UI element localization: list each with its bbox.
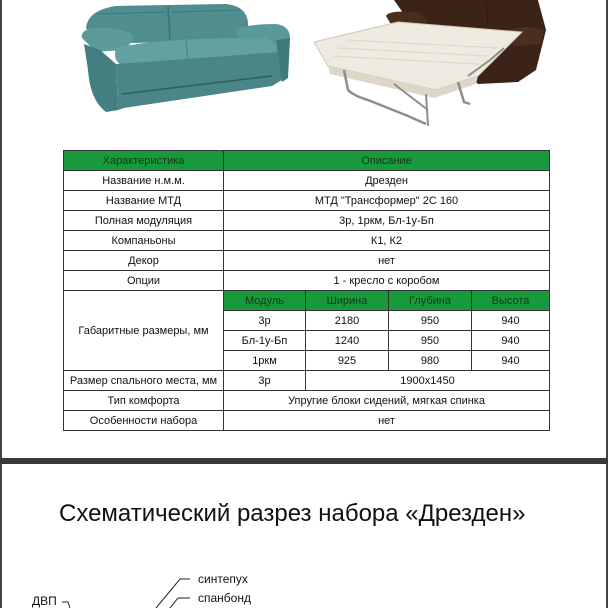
row-label: Опции [64, 271, 224, 291]
dim-depth: 950 [389, 331, 472, 351]
dim-height: 940 [472, 331, 550, 351]
dim-width: 2180 [306, 311, 389, 331]
row-value: Дрезден [224, 171, 550, 191]
header-module: Модуль [224, 291, 306, 311]
row-label: Название н.м.м. [64, 171, 224, 191]
sofa-photo-teal [76, 0, 296, 112]
table-row [64, 371, 550, 391]
header-depth: Глубина [389, 291, 472, 311]
spec-table [63, 150, 550, 431]
dim-depth: 950 [389, 311, 472, 331]
label-sintepuh: синтепух [198, 572, 248, 586]
schematic-page [0, 464, 608, 608]
row-label: Декор [64, 251, 224, 271]
row-label: Тип комфорта [64, 391, 224, 411]
dim-depth: 980 [389, 351, 472, 371]
row-label: Особенности набора [64, 411, 224, 431]
dim-module: Бл-1у-Бп [224, 331, 306, 351]
table-row [64, 271, 550, 291]
dim-module: 3р [224, 311, 306, 331]
sofa-bed-photo-brown [308, 0, 558, 130]
leader-lines [2, 464, 606, 608]
row-value: 1900x1450 [306, 371, 550, 391]
table-row [64, 231, 550, 251]
header-description: Описание [224, 151, 550, 171]
header-height: Высота [472, 291, 550, 311]
row-label: Компаньоны [64, 231, 224, 251]
sleep-module: 3р [224, 371, 306, 391]
schematic-title: Схематический разрез набора «Дрезден» [59, 500, 526, 527]
row-value: 3р, 1ркм, Бл-1у-Бп [224, 211, 550, 231]
table-row [64, 251, 550, 271]
header-characteristic: Характеристика [64, 151, 224, 171]
table-row [64, 391, 550, 411]
table-row [64, 171, 550, 191]
table-header-row [64, 151, 550, 171]
row-value: 1 - кресло с коробом [224, 271, 550, 291]
row-value: МТД "Трансформер" 2С 160 [224, 191, 550, 211]
label-spanbond: спанбонд [198, 591, 251, 605]
table-row [64, 191, 550, 211]
dimensions-header-row [64, 291, 550, 311]
table-row [64, 211, 550, 231]
table-row [64, 411, 550, 431]
row-value: нет [224, 251, 550, 271]
label-dvp: ДВП [32, 594, 57, 608]
dim-height: 940 [472, 351, 550, 371]
header-width: Ширина [306, 291, 389, 311]
row-label: Полная модуляция [64, 211, 224, 231]
dim-width: 925 [306, 351, 389, 371]
dim-width: 1240 [306, 331, 389, 351]
row-label: Размер спального места, мм [64, 371, 224, 391]
row-label: Название МТД [64, 191, 224, 211]
dim-module: 1ркм [224, 351, 306, 371]
row-value: К1, К2 [224, 231, 550, 251]
dim-height: 940 [472, 311, 550, 331]
row-value: нет [224, 411, 550, 431]
row-label: Габаритные размеры, мм [64, 291, 224, 371]
row-value: Упругие блоки сидений, мягкая спинка [224, 391, 550, 411]
